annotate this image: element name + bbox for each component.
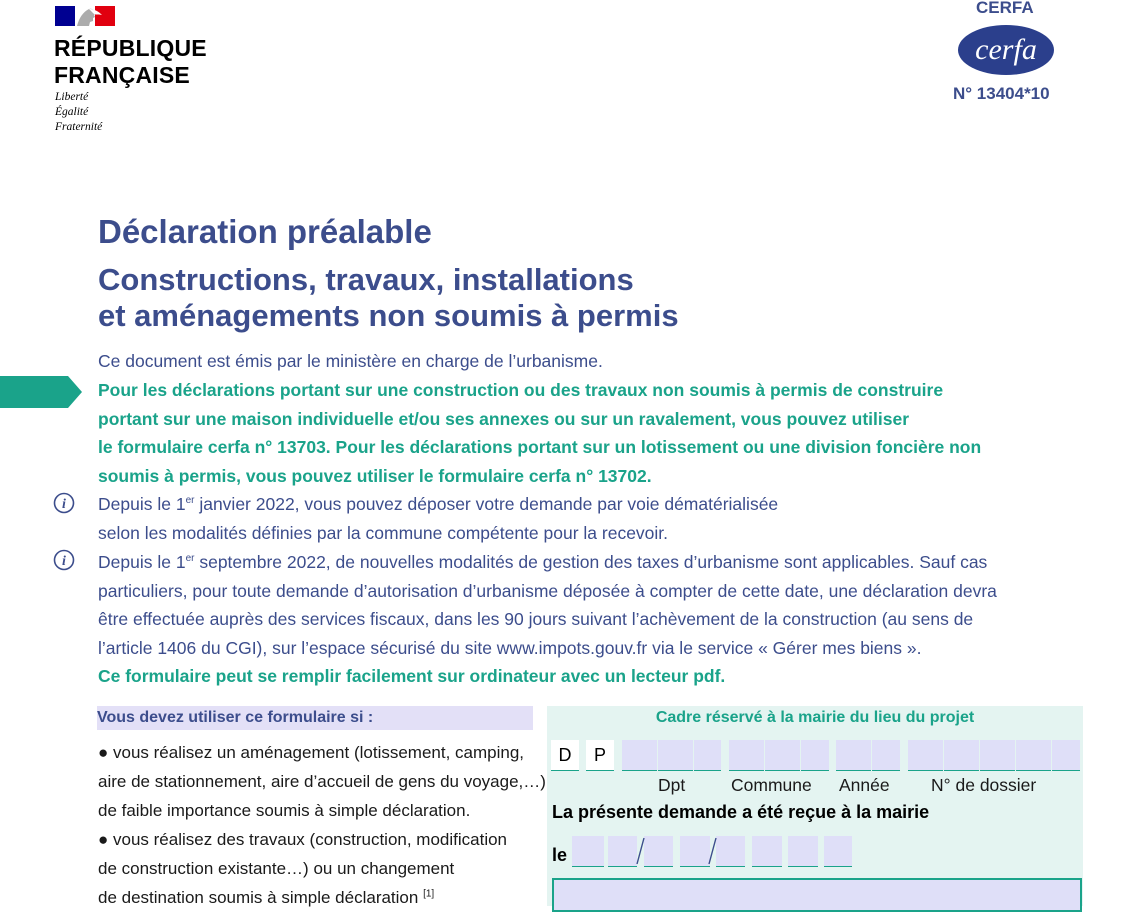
dpt-cell-3[interactable] xyxy=(694,740,721,771)
motto-fraternite: Fraternité xyxy=(55,121,103,133)
cerfa-number: N° 13404*10 xyxy=(953,84,1050,103)
bullet1-line3: de faible importance soumis à simple déclaration. xyxy=(98,801,471,820)
dematerialized-line1 xyxy=(98,490,778,519)
date-year-cell-2[interactable] xyxy=(752,836,782,867)
date-prefix: le xyxy=(552,845,568,865)
dematerialized-line2: selon les modalités définies par la commune compétente pour la recevoir. xyxy=(98,522,669,543)
arrow-marker-icon xyxy=(0,376,82,408)
subtitle-line1: Constructions, travaux, installations xyxy=(98,262,634,297)
usage-header: Vous devez utiliser ce formulaire si : xyxy=(97,706,533,730)
tax-line3: être effectuée auprès des services fiscaux, dans les 90 jours suivant l’achèvement de la construction (au sens de xyxy=(98,609,974,629)
dematerialized-info xyxy=(98,490,778,547)
notice-line2: portant sur une maison individuelle et/ou ses annexes ou sur un ravalement, vous pouvez utiliser xyxy=(98,408,910,429)
bullet2-line3 xyxy=(98,883,546,912)
info-icon xyxy=(53,549,75,571)
dossier-cell-5[interactable] xyxy=(1052,740,1080,771)
republic-line1: RÉPUBLIQUE xyxy=(54,35,207,61)
pdf-note: Ce formulaire peut se remplir facilement sur ordinateur avec un lecteur pdf. xyxy=(98,666,726,686)
cerfa-logo-text: cerfa xyxy=(975,33,1037,66)
commune-cell-1[interactable] xyxy=(729,740,764,771)
date-separator-1-stroke xyxy=(637,838,644,864)
label-dpt: Dpt xyxy=(658,775,686,795)
dpt-cell-1[interactable] xyxy=(622,740,657,771)
flag-blue xyxy=(55,6,75,26)
date-separator-2-stroke xyxy=(709,838,716,864)
page-subtitle xyxy=(98,262,679,334)
date-year-cell-1[interactable] xyxy=(716,836,745,867)
bullet1-line2: aire de stationnement, aire d’accueil de gens du voyage,…) xyxy=(98,772,546,791)
dematerialized-sup: er xyxy=(185,495,195,507)
dossier-type-p: P xyxy=(586,740,614,771)
republique-francaise-title xyxy=(54,35,207,89)
subtitle-line2: et aménagements non soumis à permis xyxy=(98,298,679,333)
bullet2-line3-text: de destination soumis à simple déclaration xyxy=(98,888,419,907)
label-dossier: N° de dossier xyxy=(931,775,1037,795)
flag-red xyxy=(95,6,115,26)
date-month-cell-1[interactable] xyxy=(644,836,673,867)
alternative-forms-notice xyxy=(98,376,981,490)
tax-line4: l’article 1406 du CGI), sur l’espace sécurisé du site www.impots.gouv.fr via le service « Gérer mes biens ». xyxy=(98,637,922,658)
motto-egalite: Égalité xyxy=(55,106,89,118)
commune-cell-2[interactable] xyxy=(765,740,800,771)
received-statement: La présente demande a été reçue à la mairie xyxy=(552,802,930,822)
date-day-cell-2[interactable] xyxy=(608,836,637,867)
mairie-frame-title: Cadre réservé à la mairie du lieu du projet xyxy=(655,709,975,726)
bullet1-line1: ● vous réalisez un aménagement (lotissement, camping, xyxy=(98,743,525,762)
dematerialized-rest: janvier 2022, vous pouvez déposer votre demande par voie dématérialisée xyxy=(194,494,779,514)
bullet2-line2: de construction existante…) ou un changement xyxy=(98,859,455,878)
dematerialized-prefix: Depuis le 1 xyxy=(98,494,186,514)
cerfa-label: CERFA xyxy=(976,0,1034,17)
date-year-cell-3[interactable] xyxy=(788,836,818,867)
commune-cell-3[interactable] xyxy=(801,740,829,771)
date-separator-2 xyxy=(706,836,718,866)
tax-line2: particuliers, pour toute demande d’autorisation d’urbanisme déposée à compter de cette date, une déclaration devra xyxy=(98,580,997,601)
arrow-marker-shape xyxy=(0,376,82,408)
label-annee: Année xyxy=(839,775,890,795)
tax-info xyxy=(98,548,997,662)
notice-line4: soumis à permis, vous pouvez utiliser le formulaire cerfa n° 13702. xyxy=(98,465,652,486)
tax-sup: er xyxy=(185,553,195,565)
info-icon xyxy=(53,492,75,514)
date-year-cell-4[interactable] xyxy=(824,836,852,867)
info-icon-glyph: i xyxy=(62,497,66,512)
dossier-cell-3[interactable] xyxy=(980,740,1015,771)
marianne-flag-logo xyxy=(55,6,115,26)
dossier-type-d: D xyxy=(551,740,579,771)
annee-cell-2[interactable] xyxy=(872,740,900,771)
date-separator-1 xyxy=(634,836,646,866)
notice-line3: le formulaire cerfa n° 13703. Pour les déclarations portant sur un lotissement ou une division foncière non xyxy=(98,437,982,457)
annee-cell-1[interactable] xyxy=(836,740,871,771)
tax-prefix: Depuis le 1 xyxy=(98,552,186,572)
notice-line1: Pour les déclarations portant sur une construction ou des travaux non soumis à permis de construire xyxy=(98,380,944,400)
mairie-stamp-box[interactable] xyxy=(552,878,1082,912)
date-day-cell-1[interactable] xyxy=(572,836,604,867)
tax-line1 xyxy=(98,548,997,577)
motto-liberte: Liberté xyxy=(55,91,89,103)
dpt-cell-2[interactable] xyxy=(658,740,693,771)
dossier-cell-1[interactable] xyxy=(908,740,943,771)
republic-line2: FRANÇAISE xyxy=(54,62,190,88)
dossier-cell-2[interactable] xyxy=(944,740,979,771)
usage-bullets xyxy=(98,738,546,912)
footnote-ref: [1] xyxy=(423,888,435,900)
label-commune: Commune xyxy=(731,775,812,795)
cerfa-logo xyxy=(957,24,1055,76)
page-title: Déclaration préalable xyxy=(98,213,432,250)
issued-by-text: Ce document est émis par le ministère en charge de l’urbanisme. xyxy=(98,351,603,371)
info-icon-glyph: i xyxy=(62,554,66,569)
dossier-cell-4[interactable] xyxy=(1016,740,1051,771)
bullet2-line1: ● vous réalisez des travaux (construction, modification xyxy=(98,830,508,849)
tax-rest: septembre 2022, de nouvelles modalités de gestion des taxes d’urbanisme sont applicables. Sauf cas xyxy=(194,552,988,572)
republic-motto xyxy=(55,90,102,135)
